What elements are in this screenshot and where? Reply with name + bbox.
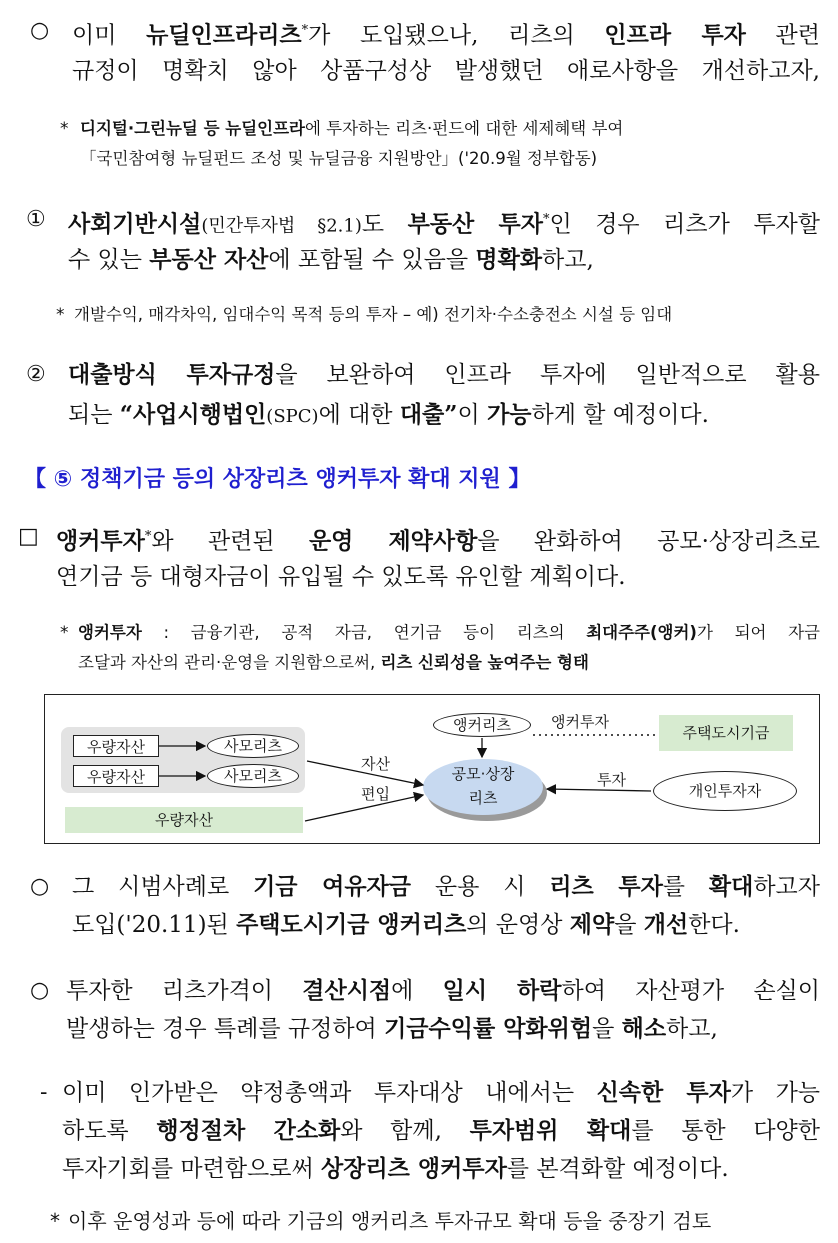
anchor-investment-label: 앵커투자 <box>551 713 609 731</box>
bullet-circle: ○ <box>30 978 50 1003</box>
dash-bullet: - <box>40 1080 48 1105</box>
private-reit-oval-2: 사모리츠 <box>207 764 299 788</box>
public-reit-label-2: 리츠 <box>468 789 498 807</box>
p7-line3: 투자기회를 마련함으로써 상장리츠 앵커투자를 본격화할 예정이다. <box>62 1155 729 1182</box>
p5-line2: 도입('20.11)된 주택도시기금 앵커리츠의 운영상 제약을 개선한다. <box>72 911 740 938</box>
p1-line2: 규정이 명확치 않아 상품구성상 발생했던 애로사항을 개선하고자, <box>72 58 820 84</box>
individual-investor-oval: 개인투자자 <box>653 771 797 811</box>
p6-line2: 발생하는 경우 특례를 규정하여 기금수익률 악화위험을 해소하고, <box>66 1015 718 1042</box>
p2-line1: 사회기반시설(민간투자법 §2.1)도 부동산 투자*인 경우 리츠가 투자할 <box>68 210 820 238</box>
note3-line1: 앵커투자 : 금융기관, 공적 자금, 연기금 등이 리츠의 최대주주(앵커)가 되어 자금 <box>78 623 820 642</box>
note4-line: 이후 운영성과 등에 따라 기금의 앵커리츠 투자규모 확대 등을 중장기 검토 <box>68 1209 712 1233</box>
p6-line1: 투자한 리츠가격이 결산시점에 일시 하락하여 자산평가 손실이 <box>66 977 820 1004</box>
numbered-2: ② <box>26 362 46 387</box>
p5-line1: 그 시범사례로 기금 여유자금 운용 시 리츠 투자를 확대하고자 <box>72 873 820 900</box>
asset-box-3: 우량자산 <box>65 807 303 833</box>
section-heading: 【 ⑤ 정책기금 등의 상장리츠 앵커투자 확대 지원 】 <box>24 467 531 492</box>
inclusion-label-2: 편입 <box>361 785 390 803</box>
private-reit-oval-1: 사모리츠 <box>207 734 299 758</box>
anchor-investment-diagram <box>44 694 820 844</box>
bullet-square: □ <box>18 524 39 549</box>
p1-line1: 이미 뉴딜인프라리츠*가 도입됐으나, 리츠의 인프라 투자 관련 <box>72 21 820 49</box>
inclusion-label-1: 자산 <box>361 755 390 773</box>
bullet-circle: ○ <box>30 18 50 43</box>
asset-box-1: 우량자산 <box>73 735 159 757</box>
bullet-circle: ○ <box>30 874 50 899</box>
note-mark: * <box>60 623 69 643</box>
numbered-1: ① <box>26 207 46 232</box>
asset-box-2: 우량자산 <box>73 765 159 787</box>
note3-line2: 조달과 자산의 관리·운영을 지원함으로써, 리츠 신뢰성을 높여주는 형태 <box>78 653 589 672</box>
p3-line1: 대출방식 투자규정을 보완하여 인프라 투자에 일반적으로 활용 <box>68 361 820 388</box>
note-mark: * <box>60 119 69 139</box>
note2-line: 개발수익, 매각차익, 임대수익 목적 등의 투자 – 예) 전기차·수소충전소 시설 등 임대 <box>74 305 673 324</box>
note-mark: * <box>50 1209 60 1233</box>
note1-line2: 「국민참여형 뉴딜펀드 조성 및 뉴딜금융 지원방안」('20.9월 정부합동) <box>80 149 598 168</box>
p7-line1: 이미 인가받은 약정총액과 투자대상 내에서는 신속한 투자가 가능 <box>62 1079 820 1106</box>
p4-line1: 앵커투자*와 관련된 운영 제약사항을 완화하여 공모·상장리츠로 <box>56 527 820 555</box>
public-reit-label-1: 공모·상장 <box>451 765 515 783</box>
p3-line2: 되는 “사업시행법인(SPC)에 대한 대출”이 가능하게 할 예정이다. <box>68 401 709 428</box>
p2-line2: 수 있는 부동산 자산에 포함될 수 있음을 명확화하고, <box>68 246 594 273</box>
diagram-arrows <box>45 695 821 845</box>
note-mark: * <box>56 305 65 325</box>
anchor-reit-oval: 앵커리츠 <box>433 713 531 737</box>
housing-fund-box: 주택도시기금 <box>659 715 793 751</box>
invest-label: 투자 <box>597 771 626 789</box>
p7-line2: 하도록 행정절차 간소화와 함께, 투자범위 확대를 통한 다양한 <box>62 1117 820 1144</box>
p4-line2: 연기금 등 대형자금이 유입될 수 있도록 유인할 계획이다. <box>56 564 626 590</box>
note1-line1: 디지털·그린뉴딜 등 뉴딜인프라에 투자하는 리츠·펀드에 대한 세제혜택 부여 <box>80 119 624 138</box>
